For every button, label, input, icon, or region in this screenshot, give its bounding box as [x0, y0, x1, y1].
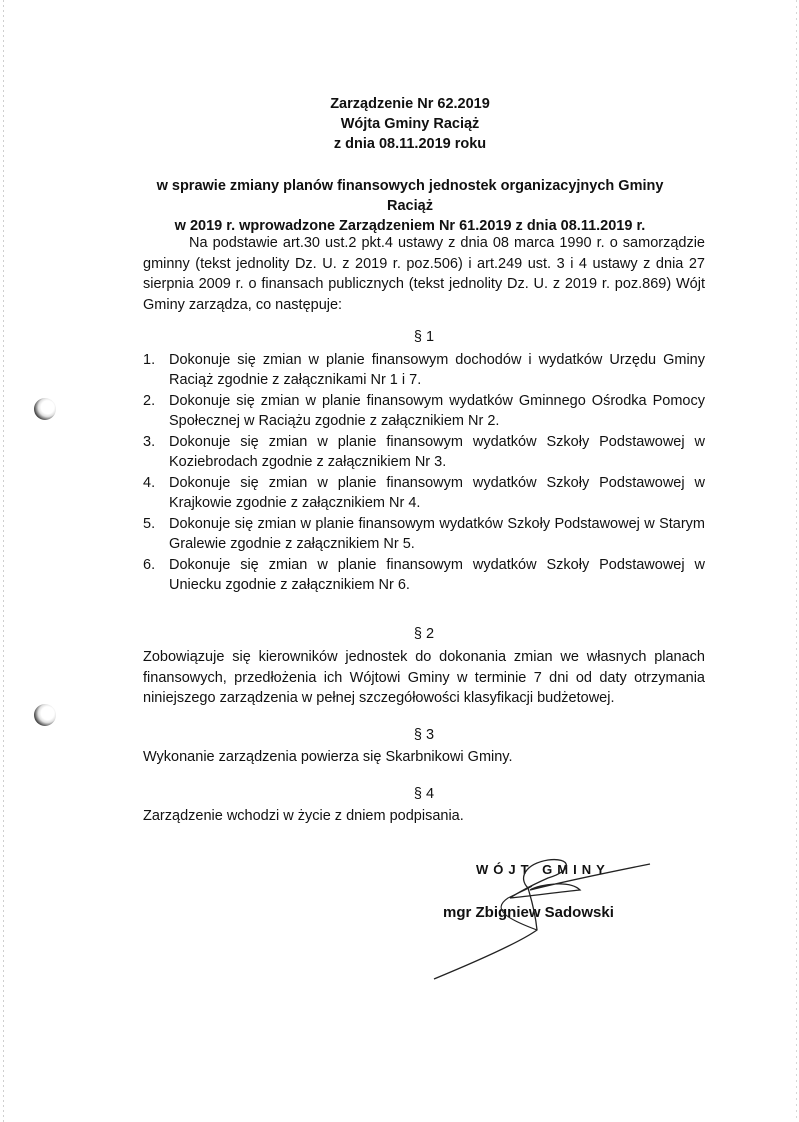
subject-line-1: w sprawie zmiany planów finansowych jednostek organizacyjnych Gminy Raciąż: [156, 178, 664, 214]
list-item: 6. Dokonuje się zmian w planie finansowym wydatków Szkoły Podstawowej w Uniecku zgodnie z załącznikiem Nr 6.: [143, 557, 705, 593]
title-line-1: Zarządzenie Nr 62.2019: [330, 96, 490, 112]
document-title: [140, 94, 680, 154]
signatory-title: WÓJT GMINY: [476, 862, 610, 877]
preamble: [143, 233, 705, 315]
section-3-mark: § 3: [413, 727, 435, 743]
title-line-2: Wójta Gminy Raciąż: [340, 116, 480, 132]
title-line-3: z dnia 08.11.2019 roku: [333, 136, 487, 152]
list-item: 3. Dokonuje się zmian w planie finansowym wydatków Szkoły Podstawowej w Koziebrodach zgodnie z załącznikiem Nr 3.: [143, 434, 705, 470]
section-4-mark: § 4: [413, 786, 435, 802]
subject-line-2: w 2019 r. wprowadzone Zarządzeniem Nr 61.2019 z dnia 08.11.2019 r.: [174, 218, 646, 234]
list-item: 2. Dokonuje się zmian w planie finansowym wydatków Gminnego Ośrodka Pomocy Społecznej w Raciążu zgodnie z załącznikiem Nr 2.: [143, 393, 705, 429]
section-2-text: Zobowiązuje się kierowników jednostek do dokonania zmian we własnych planach finansowych, przedłożenia ich Wójtowi Gminy w terminie 7 dni od daty otrzymania niniejszego zarządzenia w pełnej szczegółowości klasyfikacji budżetowej.: [143, 649, 705, 706]
section-2-mark: § 2: [413, 626, 435, 642]
punch-hole-icon: [34, 398, 56, 420]
list-item: 5. Dokonuje się zmian w planie finansowym wydatków Szkoły Podstawowej w Starym Gralewie zgodnie z załącznikiem Nr 5.: [143, 516, 705, 552]
list-item: 1. Dokonuje się zmian w planie finansowym dochodów i wydatków Urzędu Gminy Raciąż zgodnie z załącznikami Nr 1 i 7.: [143, 352, 705, 388]
punch-hole-icon: [34, 704, 56, 726]
signatory-name: mgr Zbigniew Sadowski: [443, 904, 614, 921]
section-4-text: Zarządzenie wchodzi w życie z dniem podpisania.: [143, 808, 464, 824]
section-1-mark: § 1: [413, 329, 435, 345]
document-subject: [140, 176, 680, 236]
section-3-text: Wykonanie zarządzenia powierza się Skarbnikowi Gminy.: [143, 749, 513, 765]
scan-edge-left: [3, 0, 4, 1122]
scan-edge-right: [796, 0, 797, 1122]
handwritten-signature-icon: [420, 850, 690, 990]
section-1-list: [143, 350, 705, 596]
list-item: 4. Dokonuje się zmian w planie finansowym wydatków Szkoły Podstawowej w Krajkowie zgodnie z załącznikiem Nr 4.: [143, 475, 705, 511]
preamble-text: Na podstawie art.30 ust.2 pkt.4 ustawy z dnia 08 marca 1990 r. o samorządzie gminny (tekst jednolity Dz. U. z 2019 r. poz.506) i art.249 ust. 3 i 4 ustawy z dnia 27 sierpnia 2009 r. o finansach publicznych (tekst jednolity Dz. U. z 2019 r. poz.869) Wójt Gminy zarządza, co następuje:: [143, 235, 705, 313]
